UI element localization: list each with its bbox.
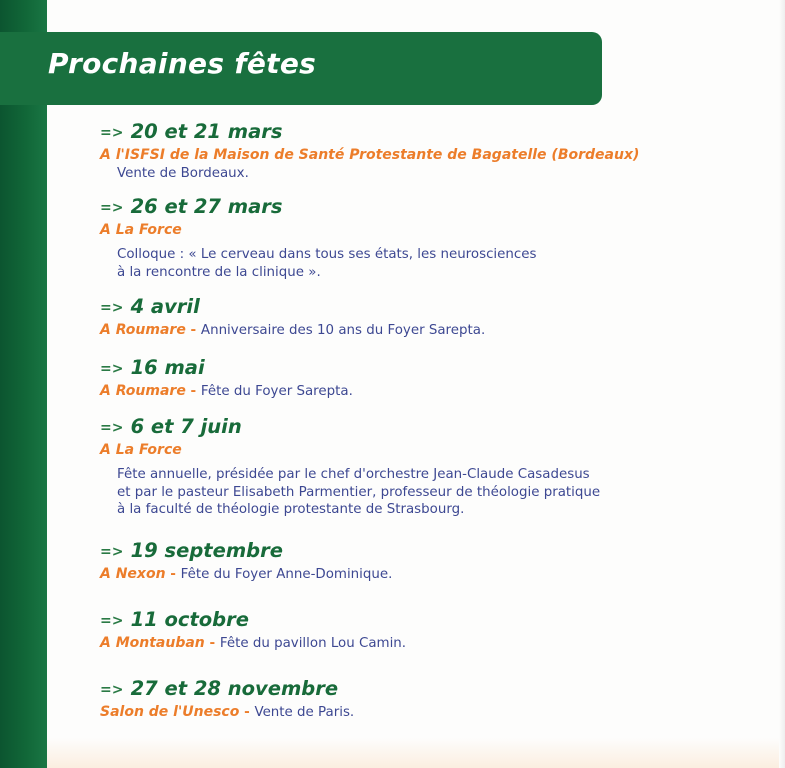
description-line: Fête annuelle, présidée par le chef d'orchestre Jean-Claude Casadesus [117,467,590,482]
event-location-line [100,633,406,654]
event-date-line [100,294,485,320]
arrow-right-icon: => [100,682,124,698]
event-location-line [100,381,353,402]
separator: - [185,322,201,338]
description-line: Vente de Bordeaux. [117,166,249,181]
event-date: 20 et 21 mars [130,120,283,143]
event-item [100,607,406,654]
event-place: A Montauban [100,635,205,651]
event-inline-description: Fête du pavillon Lou Camin. [219,636,407,651]
event-date-line [100,414,600,440]
event-date-line [100,538,392,564]
event-location-line [100,440,600,460]
event-inline-description: Fête du Foyer Sarepta. [200,384,353,399]
event-item [100,294,485,341]
event-item [100,355,353,402]
arrow-right-icon: => [100,613,124,629]
event-location-line [100,220,536,240]
event-inline-description: Fête du Foyer Anne-Dominique. [180,567,393,582]
event-item [100,676,354,723]
event-date: 6 et 7 juin [130,415,242,438]
description-line: à la rencontre de la clinique ». [117,264,321,280]
event-date: 26 et 27 mars [130,195,283,218]
arrow-right-icon: => [100,300,124,316]
event-item [100,538,392,585]
event-place: A La Force [100,442,182,458]
green-binding-strip [0,0,47,768]
event-item [100,194,536,281]
event-location-line [100,145,639,165]
footer-strip [47,738,785,768]
event-item [100,119,639,183]
event-date: 4 avril [130,295,200,318]
event-inline-description: Vente de Paris. [254,705,355,720]
event-description [117,165,639,183]
event-date: 11 octobre [130,608,249,631]
event-date-line [100,676,354,702]
description-line: à la faculté de théologie protestante de Strasbourg. [117,502,465,517]
event-description [117,246,536,281]
separator: - [204,635,220,651]
arrow-right-icon: => [100,361,124,377]
event-date: 16 mai [130,356,205,379]
arrow-right-icon: => [100,420,124,436]
event-date-line [100,119,639,145]
event-date-line [100,607,406,633]
event-date: 27 et 28 novembre [130,677,339,700]
event-place: A Roumare [100,322,186,338]
event-date: 19 septembre [130,539,283,562]
description-line: et par le pasteur Elisabeth Parmentier, professeur de théologie pratique [117,484,601,500]
event-date-line [100,194,536,220]
event-location-line [100,702,354,723]
event-inline-description: Anniversaire des 10 ans du Foyer Sarepta. [200,323,486,338]
event-place: A Roumare [100,383,186,399]
event-place: Salon de l'Unesco [100,704,240,720]
separator: - [165,566,181,582]
separator: - [239,704,255,720]
event-place: A Nexon [100,566,166,582]
page-edge-shadow [779,0,785,768]
arrow-right-icon: => [100,544,124,560]
separator: - [185,383,201,399]
arrow-right-icon: => [100,200,124,216]
event-description [117,466,600,519]
event-location-line [100,320,485,341]
event-item [100,414,600,519]
description-line: Colloque : « Le cerveau dans tous ses états, les neurosciences [117,247,537,262]
event-location-line [100,564,392,585]
page-title: Prochaines fêtes [48,47,317,80]
event-place: A La Force [100,222,182,238]
event-date-line [100,355,353,381]
arrow-right-icon: => [100,125,124,141]
event-place: A l'ISFSI de la Maison de Santé Protestante de Bagatelle (Bordeaux) [100,147,640,163]
